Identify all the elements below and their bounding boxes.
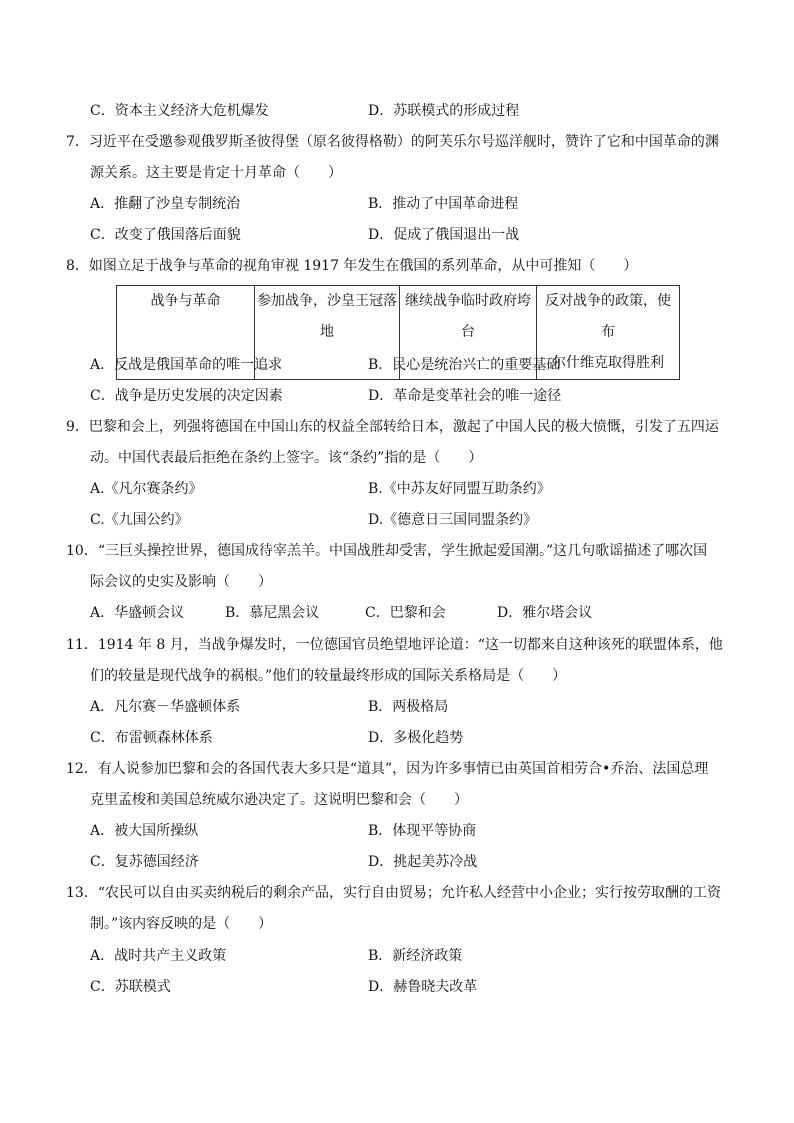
q8-cell-2-line-1: 参加战争，沙皇王冠落 [257, 293, 397, 309]
q9-option-c: C.《九国公约》 [90, 512, 189, 528]
q13-stem-line-2: 制。”该内容反映的是（ ） [90, 916, 273, 932]
q6-option-c: C．资本主义经济大危机爆发 [90, 103, 269, 119]
q13-option-c: C．苏联模式 [90, 979, 171, 995]
q12-option-a: A．被大国所操纵 [90, 823, 199, 839]
q7-stem-line-1: 7．习近平在受邀参观俄罗斯圣彼得堡（原名彼得格勒）的阿芙乐尔号巡洋舰时，赞许了它和中国革命的渊 [66, 134, 719, 150]
q9-stem-line-2: 动。中国代表最后拒绝在条约上签字。该“条约”指的是（ ） [90, 450, 483, 466]
q8-cell-3-line-2: 台 [461, 324, 475, 340]
q12-stem-line-2: 克里孟梭和美国总统威尔逊决定了。这说明巴黎和会（ ） [90, 792, 468, 808]
q11-stem-line-1: 11．1914 年 8 月，当战争爆发时，一位德国官员绝望地评论道：“这一切都来自这种该死的联盟体系，他 [66, 637, 723, 653]
q8-option-c: C．战争是历史发展的决定因素 [90, 388, 283, 404]
q13-option-d: D．赫鲁晓夫改革 [368, 979, 478, 995]
q8-stem: 8．如图立足于战争与革命的视角审视 1917 年发生在俄国的系列革命，从中可推知（ ） [66, 258, 638, 274]
q8-cell-4-line-1: 反对战争的政策，使布 [545, 293, 671, 340]
q6-option-d: D．苏联模式的形成过程 [368, 103, 520, 119]
q7-option-b: B．推动了中国革命进程 [368, 196, 519, 212]
q8-cell-3-line-1: 继续战争临时政府垮 [405, 293, 531, 309]
q8-option-b: B．民心是统治兴亡的重要基础 [368, 357, 561, 373]
q12-option-c: C．复苏德国经济 [90, 854, 199, 870]
q7-option-c: C．改变了俄国落后面貌 [90, 227, 241, 243]
q11-stem-line-2: 们的较量是现代战争的祸根。”他们的较量最终形成的国际关系格局是（ ） [90, 668, 567, 684]
q8-option-a: A．反战是俄国革命的唯一追求 [90, 357, 283, 373]
q10-option-b: B．慕尼黑会议 [225, 605, 320, 621]
q10-option-d: D．雅尔塔会议 [497, 605, 593, 621]
q9-option-b: B.《中苏友好同盟互助条约》 [368, 481, 551, 497]
q9-option-d: D.《德意日三国同盟条约》 [368, 512, 538, 528]
q13-option-a: A．战时共产主义政策 [90, 948, 227, 964]
q13-option-b: B．新经济政策 [368, 948, 463, 964]
q11-option-c: C．布雷顿森林体系 [90, 730, 213, 746]
q10-option-c: C．巴黎和会 [365, 605, 446, 621]
q8-cell-2-line-2: 地 [320, 324, 334, 340]
q8-cell-4-line-2: 尔什维克取得胜利 [552, 355, 664, 371]
q9-stem-line-1: 9．巴黎和会上，列强将德国在中国山东的权益全部转给日本，激起了中国人民的极大愤慨，引发了五四运 [66, 419, 719, 435]
q10-stem-line-2: 际会议的史实及影响（ ） [90, 574, 272, 590]
q7-stem-line-2: 源关系。这主要是肯定十月革命（ ） [90, 165, 342, 181]
q10-stem-line-1: 10．“三巨头操控世界，德国成待宰羔羊。中国战胜却受害，学生掀起爱国潮。”这几句歌谣描述了哪次国 [66, 543, 708, 559]
q8-option-d: D．革命是变革社会的唯一途径 [368, 388, 562, 404]
q12-stem-line-1: 12．有人说参加巴黎和会的各国代表大多只是“道具”，因为许多事情已由英国首相劳合•乔治、法国总理 [66, 761, 709, 777]
q7-option-d: D．促成了俄国退出一战 [368, 227, 520, 243]
q8-cell-1-text: 战争与革命 [150, 293, 221, 309]
q12-option-b: B．体现平等协商 [368, 823, 477, 839]
q9-option-a: A.《凡尔赛条约》 [90, 481, 203, 497]
q11-option-b: B．两极格局 [368, 699, 449, 715]
q12-option-d: D．挑起美苏冷战 [368, 854, 478, 870]
q11-option-d: D．多极化趋势 [368, 730, 464, 746]
q13-stem-line-1: 13．“农民可以自由买卖纳税后的剩余产品，实行自由贸易；允许私人经营中小企业；实行按劳取酬的工资 [66, 885, 721, 901]
q10-option-a: A．华盛顿会议 [90, 605, 185, 621]
q7-option-a: A．推翻了沙皇专制统治 [90, 196, 241, 212]
q11-option-a: A．凡尔赛－华盛顿体系 [90, 699, 241, 715]
